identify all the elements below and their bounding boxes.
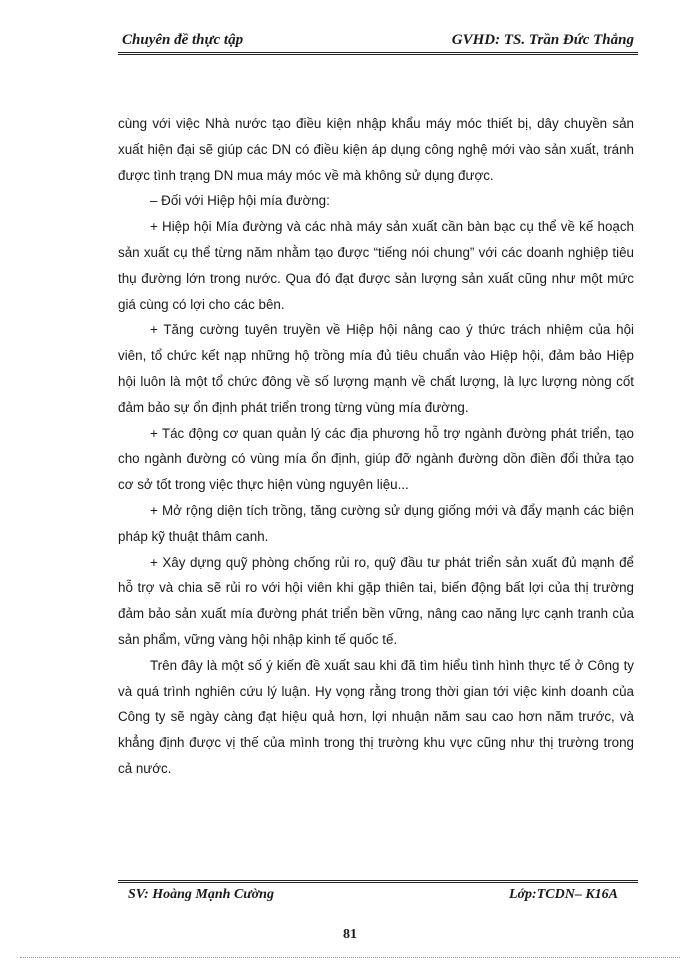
paragraph-continuation: cùng với việc Nhà nước tạo điều kiện nhập khẩu máy móc thiết bị, dây chuyền sản xuất hiện đại sẽ giúp các DN có điều kiện áp dụng công nghệ mới vào sản xuất, tránh được tình trạng DN mua máy móc về mà không sử dụng được.	[118, 116, 634, 183]
bottom-divider	[20, 957, 680, 958]
footer-student: SV: Hoàng Mạnh Cường	[128, 887, 274, 902]
paragraph-item: + Tăng cường tuyên truyền về Hiệp hội nâng cao ý thức trách nhiệm của hội viên, tổ chức kết nạp những hộ trồng mía đủ tiêu chuẩn vào Hiệp hội, đảm bảo Hiệp hội luôn là một tổ chức đông về số lượng mạnh về chất lượng, là lực lượng nòng cốt đảm bảo sự ổn định phát triển trong từng vùng mía đường.	[118, 322, 634, 415]
header-title: Chuyên đề thực tập	[122, 32, 244, 48]
page-header	[118, 30, 638, 55]
paragraph-item: + Xây dựng quỹ phòng chống rủi ro, quỹ đầu tư phát triển sản xuất đủ mạnh để hỗ trợ và chia sẽ rủi ro với hội viên khi gặp thiên tai, biến động bất lợi của thị trường đảm bảo sản xuất mía đường phát triển bền vững, nâng cao năng lực cạnh tranh của sản phẩm, vững vàng hội nhập kinh tế quốc tế.	[118, 554, 634, 647]
paragraph-item: + Tác động cơ quan quản lý các địa phương hỗ trợ ngành đường phát triển, tạo cho ngành đường có vùng mía ổn định, giúp đỡ ngành đường dồn điền đổi thửa tạo cơ sở tốt trong việc thực hiện vùng nguyên liệu...	[118, 425, 634, 493]
header-supervisor: GVHD: TS. Trần Đức Thắng	[451, 32, 634, 48]
paragraph-item: + Mở rộng diện tích trồng, tăng cường sử dụng giống mới và đẩy mạnh các biện pháp kỹ thuật thâm canh.	[118, 502, 634, 544]
page-number: 81	[343, 927, 357, 942]
page-footer	[118, 880, 638, 905]
document-body	[118, 111, 634, 782]
paragraph-item: + Hiệp hội Mía đường và các nhà máy sản xuất cần bàn bạc cụ thể về kế hoạch sản xuất cụ thể từng năm nhằm tạo được “tiếng nói chung” với các doanh nghiệp tiêu thụ đường lớn trong nước. Qua đó đạt được sản lượng sản xuất cũng như một mức giá cùng có lợi cho các bên.	[118, 219, 634, 312]
paragraph-subheading: – Đối với Hiệp hội mía đường:	[150, 193, 330, 209]
paragraph-conclusion: Trên đây là một số ý kiến đề xuất sau khi đã tìm hiểu tình hình thực tế ở Công ty và quá trình nghiên cứu lý luận. Hy vọng rằng trong thời gian tới việc kinh doanh của Công ty sẽ ngày càng đạt hiệu quả hơn, lợi nhuận năm sau cao hơn năm trước, và khẳng định được vị thế của mình trong thị trường khu vực cũng như thị trường trong cả nước.	[118, 657, 634, 776]
footer-class: Lớp:TCDN– K16A	[508, 887, 618, 902]
